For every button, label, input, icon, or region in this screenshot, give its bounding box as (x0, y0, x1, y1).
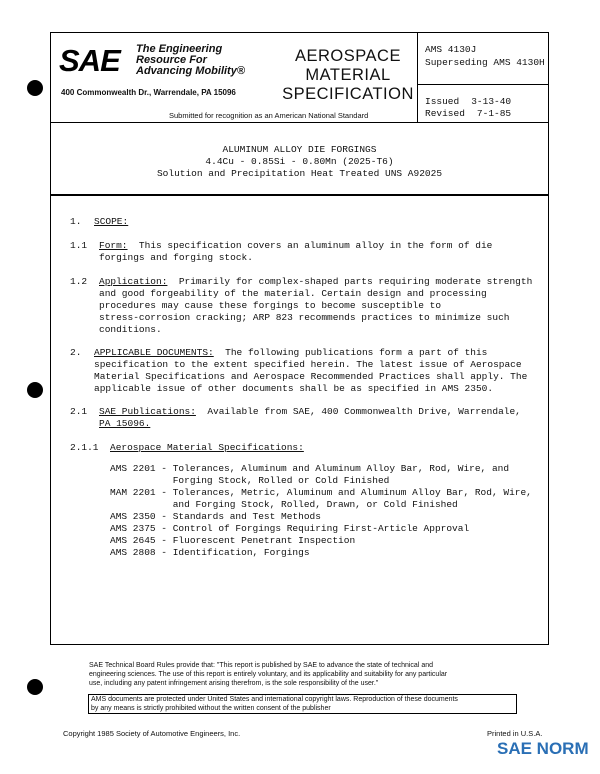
reference-list (110, 463, 532, 559)
watermark-logo: SAE NORM (497, 739, 589, 758)
punch-hole-top (27, 80, 43, 96)
list-item: AMS 2375 - Control of Forgings Requiring First-Article Approval (110, 523, 470, 534)
sae-logo: SAE (59, 43, 120, 78)
section-scope-heading: SCOPE: (94, 216, 129, 227)
punch-hole-middle (27, 382, 43, 398)
tagline: The Engineering Resource For Advancing Mobility® (136, 43, 245, 77)
copyright-line: Copyright 1985 Society of Automotive Engineers, Inc. (63, 729, 241, 738)
title-separator (50, 194, 549, 196)
list-item: AMS 2645 - Fluorescent Penetrant Inspection (110, 535, 356, 546)
board-rules-note: SAE Technical Board Rules provide that: "This report is published by SAE to advance the state of technical and engineering sciences. The use of this report is entirely voluntary, and its applicability and suitability for any particular use, including any patent infringement arising therefrom, is the sole responsibility of the user." (89, 662, 448, 687)
spec-number-box (417, 33, 549, 85)
spec-number: AMS 4130J (425, 44, 477, 55)
list-item: Forging Stock, Rolled or Cold Finished (110, 475, 390, 486)
doc-type-title: AEROSPACE MATERIAL SPECIFICATION (282, 47, 414, 103)
publisher-address: 400 Commonwealth Dr., Warrendale, PA 15096 (61, 88, 236, 97)
superseding: Superseding AMS 4130H (425, 57, 545, 68)
section-2-1-1-heading: Aerospace Material Specifications: (110, 442, 304, 453)
list-item: AMS 2350 - Standards and Test Methods (110, 511, 321, 522)
punch-hole-bottom (27, 679, 43, 695)
list-item: and Forging Stock, Rolled, Drawn, or Cold Finished (110, 499, 458, 510)
section-2: APPLICABLE DOCUMENTS: The following publications form a part of this specification to the extent specified herein. The latest issue of Aerospace Material Specifications and Aerospace Recommended Practices shall apply. The applicable issue of other documents shall be as specified in AMS 2350. (94, 347, 528, 394)
section-2-1: SAE Publications: Available from SAE, 400 Commonwealth Drive, Warrendale, PA 15096. (99, 406, 521, 429)
printed-in: Printed in U.S.A. (487, 729, 543, 738)
list-item: AMS 2808 - Identification, Forgings (110, 547, 310, 558)
issue-dates-box: Issued 3-13-40 Revised 7-1-85 (417, 85, 549, 123)
submitted-note: Submitted for recognition as an American National Standard (169, 111, 369, 120)
revised-date: 7-1-85 (476, 108, 512, 119)
section-1-2: Application: Primarily for complex-shaped parts requiring moderate strength and good forgeability of the material. Certain design and processing procedures may cause these forgings to become susceptible to stress-corrosion cracking; ARP 823 recommends practices to minimize such conditions. (99, 276, 533, 335)
issued-date: 3-13-40 (471, 96, 512, 107)
material-title: ALUMINUM ALLOY DIE FORGINGS 4.4Cu - 0.85Si - 0.80Mn (2025-T6) Solution and Precipitation Heat Treated UNS A92025 (156, 144, 443, 179)
list-item: MAM 2201 - Tolerances, Metric, Aluminum and Aluminum Alloy Bar, Rod, Wire, (110, 487, 532, 498)
section-1-1: Form: This specification covers an aluminum alloy in the form of die forgings and forging stock. (99, 240, 493, 263)
copyright-notice-box: AMS documents are protected under United States and international copyright laws. Reproduction of these documents by any means is strictly prohibited without the written consent of the publisher (88, 694, 517, 714)
header-box (50, 32, 549, 123)
list-item: AMS 2201 - Tolerances, Aluminum and Aluminum Alloy Bar, Rod, Wire, and (110, 463, 510, 474)
